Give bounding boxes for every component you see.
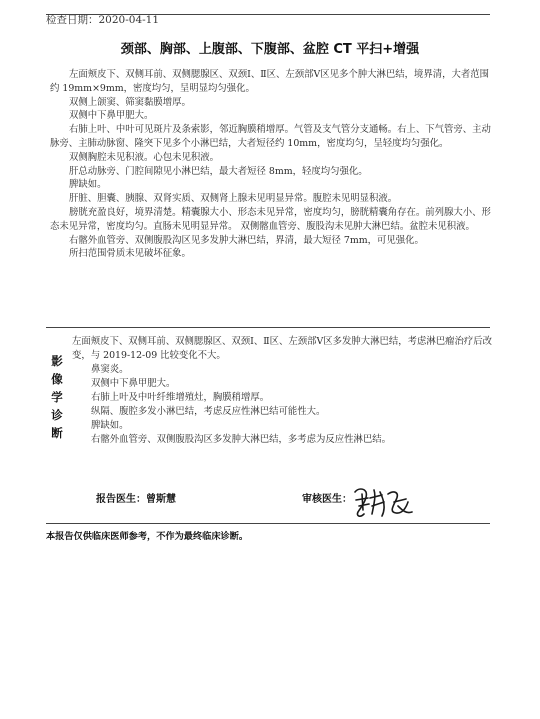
reporting-doctor: 报告医生：曾斯慧 [96, 494, 176, 505]
finding-paragraph: 膀胱充盈良好，境界清楚。精囊腺大小、形态未见异常，密度均匀，膀胱精囊角存在。前列腺大小、形态未见异常，密度均匀。直肠未见明显异常。 双侧髂血管旁、腹股沟未见肿大淋巴结。盆腔未见积液。 [50, 206, 491, 232]
finding-paragraph: 脾缺如。 [69, 179, 107, 191]
impression-label-char: 像 [51, 372, 63, 386]
bottom-rule [46, 523, 490, 524]
impression-line: 纵隔、腹腔多发小淋巴结，考虑反应性淋巴结可能性大。 [91, 406, 326, 417]
impression-label-char: 学 [51, 390, 63, 404]
reviewing-doctor-label: 审核医生： [302, 494, 352, 505]
finding-paragraph: 双侧胸腔未见积液。心包未见积液。 [69, 151, 220, 163]
findings-section [50, 68, 496, 261]
finding-paragraph: 肝总动脉旁、门腔间隙见小淋巴结，最大者短径 8mm，轻度均匀强化。 [69, 165, 368, 177]
impression-section [72, 335, 496, 447]
impression-line: 右髂外血管旁、双侧腹股沟区多发肿大淋巴结，多考虑为反应性淋巴结。 [91, 434, 392, 445]
finding-paragraph: 肝脏、胆囊、胰腺、双肾实质、双侧肾上腺未见明显异常。腹腔未见明显积液。 [69, 193, 398, 205]
impression-line: 左面颊皮下、双侧耳前、双侧腮腺区、双颈Ⅰ、Ⅱ区、左颈部Ⅴ区多发肿大淋巴结，考虑淋巴瘤治疗后改变，与 2019-12-09 比较变化不大。 [72, 336, 492, 361]
impression-top-rule [46, 327, 490, 328]
finding-paragraph: 所扫范围骨质未见破坏征象。 [69, 248, 191, 260]
impression-line: 脾缺如。 [91, 420, 129, 431]
finding-paragraph: 双侧上颌窦、筛窦黏膜增厚。 [69, 96, 191, 108]
finding-paragraph: 双侧中下鼻甲肥大。 [69, 110, 154, 122]
impression-line: 鼻窦炎。 [91, 364, 129, 375]
exam-date: 检查日期：2020-04-11 [46, 14, 160, 26]
impression-label-char: 断 [51, 426, 63, 440]
finding-paragraph: 左面颊皮下、双侧耳前、双侧腮腺区、双颈Ⅰ、Ⅱ区、左颈部Ⅴ区见多个肿大淋巴结，境界清，大者范围约 19mm×9mm，密度均匀，呈明显均匀强化。 [50, 69, 489, 94]
impression-label [49, 352, 65, 442]
impression-label-char: 诊 [51, 408, 63, 422]
disclaimer: 本报告仅供临床医师参考，不作为最终临床诊断。 [46, 531, 249, 542]
finding-paragraph: 右髂外血管旁、双侧腹股沟区见多发肿大淋巴结，界清，最大短径 7mm，可见强化。 [69, 234, 424, 246]
finding-paragraph: 右肺上叶、中叶可见斑片及条索影，邻近胸膜稍增厚。气管及支气管分支通畅。右上、下气管旁、主动脉旁、主肺动脉窗、隆突下见多个小淋巴结，大者短径约 10mm，密度均匀，呈轻度均匀强化。 [50, 124, 491, 149]
impression-line: 右肺上叶及中叶纤维增殖灶，胸膜稍增厚。 [91, 392, 270, 403]
handwritten-signature [350, 480, 420, 524]
report-title: 颈部、胸部、上腹部、下腹部、盆腔 CT 平扫+增强 [120, 42, 420, 57]
impression-label-char: 影 [51, 354, 63, 368]
impression-line: 双侧中下鼻甲肥大。 [91, 378, 176, 389]
